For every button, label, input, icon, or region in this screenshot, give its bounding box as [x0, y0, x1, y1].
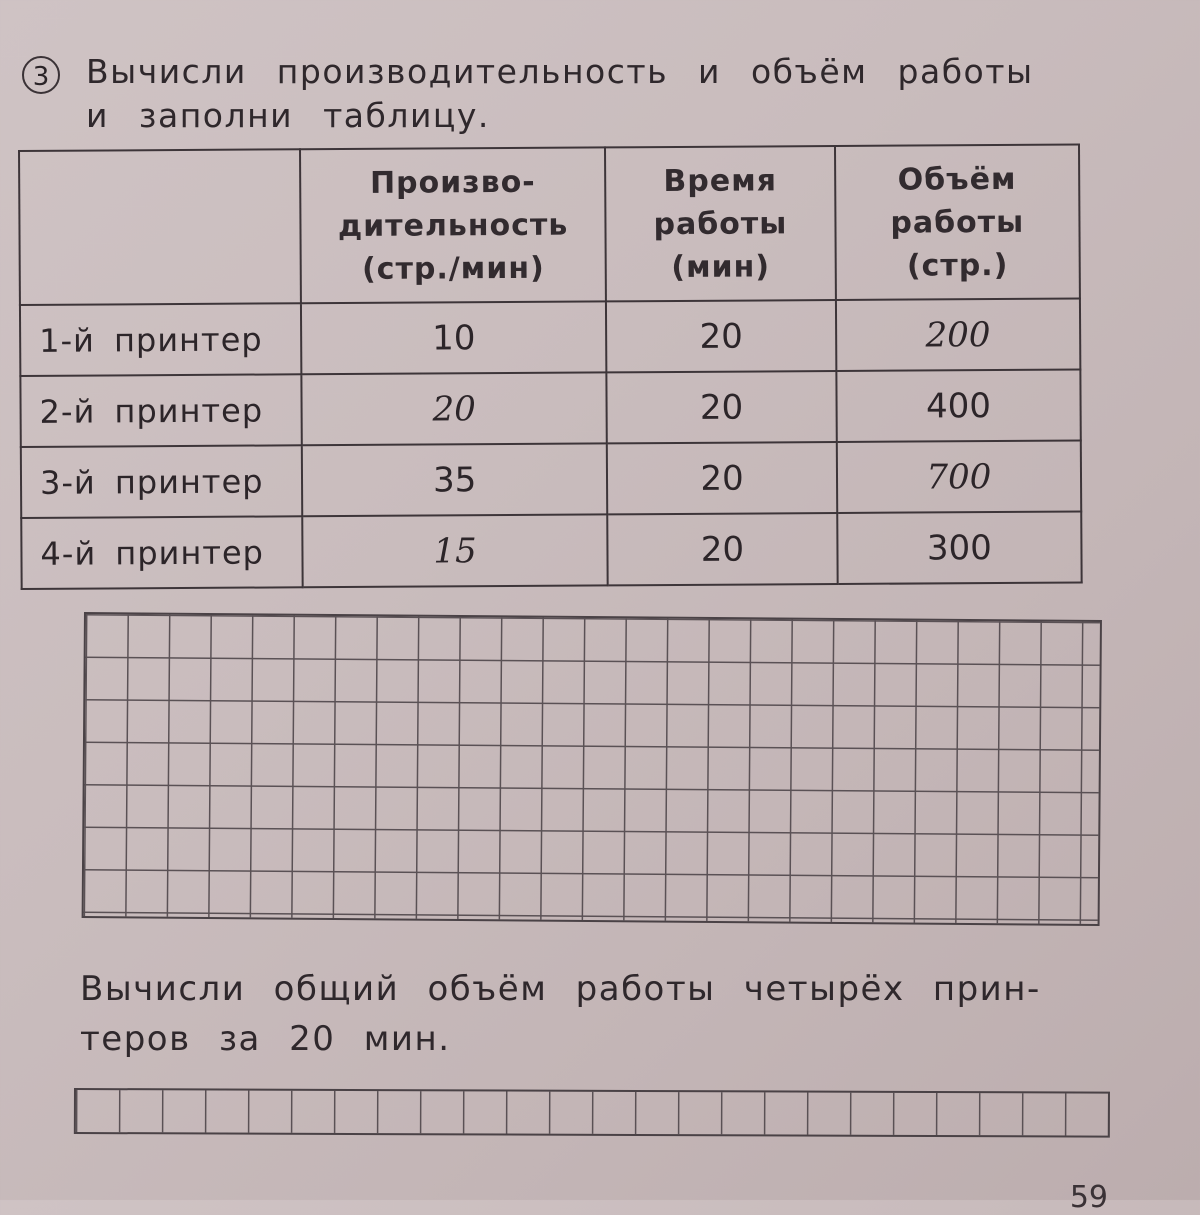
printer-table — [18, 144, 1083, 590]
question-line-1: Вычисли общий объём работы четырёх прин- — [80, 969, 1041, 1009]
table-row — [21, 441, 1081, 518]
task-instruction-line-2: и заполни таблицу. — [86, 96, 490, 135]
answer-grid-strip[interactable] — [74, 1088, 1110, 1138]
productivity-cell[interactable]: 10 — [301, 301, 607, 374]
row-label: 1-й принтер — [20, 303, 302, 376]
task-instruction-line-1: Вычисли производительность и объём работы — [86, 52, 1034, 91]
time-cell: 20 — [607, 513, 837, 585]
header-empty-cell — [19, 149, 301, 305]
productivity-cell[interactable]: 20 — [301, 372, 607, 445]
question-line-2: теров за 20 мин. — [80, 1019, 451, 1059]
row-label: 4-й принтер — [21, 516, 303, 589]
page-number: 59 — [1069, 1180, 1108, 1215]
row-label: 2-й принтер — [20, 374, 302, 447]
table-row — [20, 299, 1080, 376]
productivity-cell: 35 — [302, 443, 608, 516]
task-number-badge: 3 — [22, 56, 60, 94]
task-instruction — [86, 50, 1076, 138]
header-productivity: Произво- дительность (стр./мин) — [300, 147, 606, 303]
time-cell: 20 — [607, 442, 837, 514]
header-work-time: Время работы (мин) — [605, 146, 836, 301]
table-header-row — [19, 145, 1080, 305]
question-text — [80, 964, 1120, 1064]
calculation-grid[interactable] — [82, 612, 1102, 926]
volume-cell[interactable]: 700 — [837, 441, 1082, 513]
time-cell: 20 — [606, 300, 836, 372]
table-row — [20, 370, 1080, 447]
time-cell: 20 — [607, 371, 837, 443]
volume-cell: 300 — [837, 512, 1082, 584]
row-label: 3-й принтер — [21, 445, 303, 518]
volume-cell: 400 — [836, 370, 1081, 442]
table-row — [21, 512, 1081, 589]
volume-cell[interactable]: 200 — [836, 299, 1081, 371]
header-work-volume: Объём работы (стр.) — [835, 145, 1080, 300]
productivity-cell[interactable]: 15 — [302, 514, 608, 587]
